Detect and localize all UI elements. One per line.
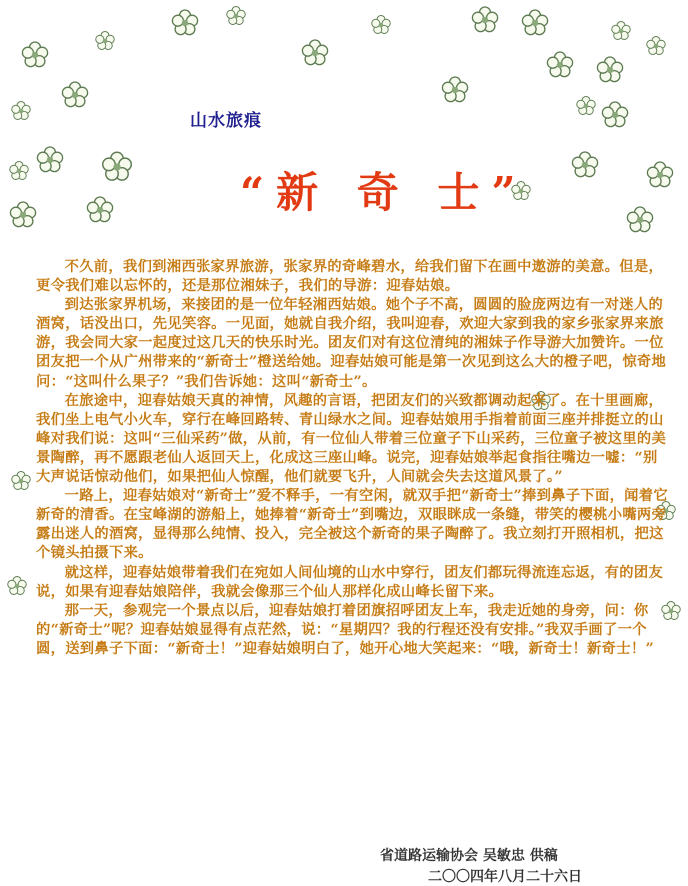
flower-decoration-icon <box>8 160 30 182</box>
flower-decoration-icon <box>10 470 32 492</box>
article-paragraph: 到达张家界机场，来接团的是一位年轻湘西姑娘。她个子不高，圆圆的脸庞两边有一对迷人的酒窝，话没出口，先见笑容。一见面，她就自我介绍，我叫迎春，欢迎大家到我的家乡张家界来旅游，我会同大家一起度过这几天的快乐时光。团友们对有这位清纯的湘妹子作导游大加赞许。一位团友把一个从广州带来的“新奇士”橙送给她。迎春姑娘可能是第一次见到这么大的橙子吧，惊奇地问：“这叫什么果子？”我们告诉她：这叫“新奇士”。 <box>36 297 667 390</box>
flower-decoration-icon <box>570 150 600 180</box>
flower-decoration-icon <box>225 5 247 27</box>
flower-decoration-icon <box>170 8 200 38</box>
article-paragraph: 不久前，我们到湘西张家界旅游，张家界的奇峰碧水，给我们留下在画中遨游的美意。但是，更令我们难以忘怀的，还是那位湘妹子，我们的导游：迎春姑娘。 <box>36 259 664 295</box>
flower-decoration-icon <box>94 30 116 52</box>
article-body <box>36 258 672 659</box>
flower-decoration-icon <box>300 38 330 68</box>
flower-decoration-icon <box>645 160 675 190</box>
article-paragraph: 就这样，迎春姑娘带着我们在宛如人间仙境的山水中穿行，团友们都玩得流连忘返，有的团友说，如果有迎春姑娘陪伴，我就会像那三个仙人那样化成山峰长留下来。 <box>36 564 664 600</box>
flower-decoration-icon <box>470 5 500 35</box>
flower-decoration-icon <box>440 75 470 105</box>
flower-decoration-icon <box>625 205 655 235</box>
flower-decoration-icon <box>100 150 134 184</box>
flower-decoration-icon <box>600 100 630 130</box>
flower-decoration-icon <box>595 55 625 85</box>
article-paragraph: 那一天，参观完一个景点以后，迎春姑娘打着团旗招呼团友上车，我走近她的身旁，问：你的“新奇士”呢？迎春姑娘显得有点茫然，说：“星期四？我的行程还没有安排。”我双手画了一个圆，送到鼻子下面：“新奇士！”迎春姑娘明白了，她开心地大笑起来：“哦，新奇士！新奇士！” <box>36 602 654 657</box>
flower-decoration-icon <box>575 95 597 117</box>
article-paragraph: 在旅途中，迎春姑娘天真的神情，风趣的言语，把团友们的兴致都调动起来了。在十里画廊，我们坐上电气小火车，穿行在峰回路转、青山绿水之间。迎春姑娘用手指着前面三座并排挺立的山峰对我们说：这叫“三仙采药”做，从前，有一位仙人带着三位童子下山采药，三位童子被这里的美景陶醉，再不愿跟老仙人返回天上，化成这三座山峰。说完，迎春姑娘举起食指往嘴边一嘘：“别大声说话惊动他们，如果把仙人惊醒，他们就要飞升，人间就会失去这道风景了。” <box>36 392 667 486</box>
flower-decoration-icon <box>85 195 115 225</box>
flower-decoration-icon <box>520 8 550 38</box>
author-signature: 省道路运输协会 吴敏忠 供稿 <box>380 848 558 864</box>
flower-decoration-icon <box>35 145 65 175</box>
article-paragraph: 一路上，迎春姑娘对“新奇士”爱不释手，一有空闲，就双手把“新奇士”捧到鼻子下面，闻着它新奇的清香。在宝峰湖的游船上，她捧着“新奇士”到嘴边，双眼眯成一条缝，带笑的樱桃小嘴两旁露出迷人的酒窝，显得那么纯情、投入，完全被这个新奇的果子陶醉了。我立刻打开照相机，把这个镜头拍摄下来。 <box>36 488 668 562</box>
flower-decoration-icon <box>60 80 90 110</box>
publish-date: 二〇〇四年八月二十六日 <box>428 869 582 885</box>
flower-decoration-icon <box>6 575 28 597</box>
flower-decoration-icon <box>10 100 32 122</box>
flower-decoration-icon <box>645 35 667 57</box>
article-title: “新 奇 士” <box>240 168 528 217</box>
column-title: 山水旅痕 <box>190 111 262 131</box>
flower-decoration-icon <box>20 40 50 70</box>
flower-decoration-icon <box>8 200 38 230</box>
flower-decoration-icon <box>545 50 575 80</box>
flower-decoration-icon <box>370 14 392 36</box>
flower-decoration-icon <box>610 20 632 42</box>
